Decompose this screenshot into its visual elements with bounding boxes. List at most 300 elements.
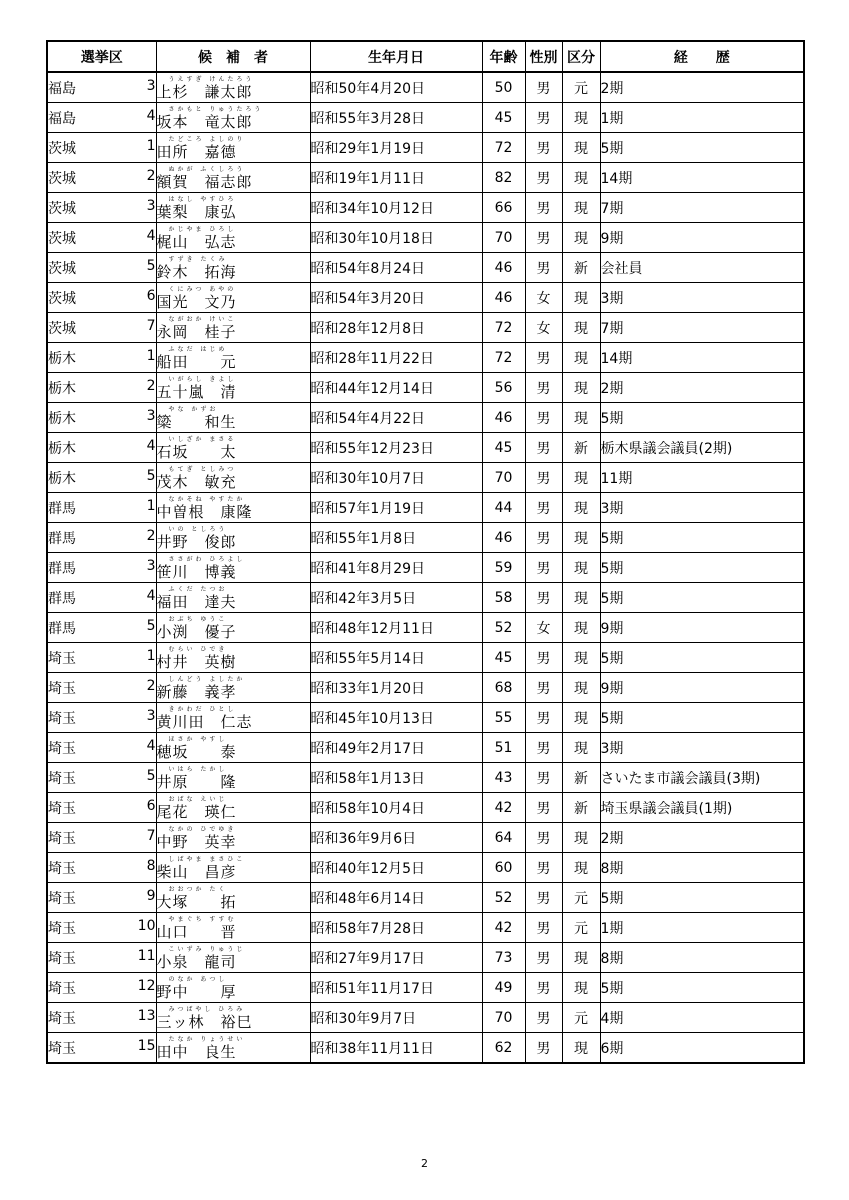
career: さいたま市議会議員(3期)	[600, 763, 804, 793]
birthdate: 昭和55年5月14日	[310, 643, 482, 673]
prefecture: 埼玉	[48, 680, 76, 697]
table-row	[47, 223, 804, 253]
status: 元	[562, 913, 600, 943]
candidate-name: 鈴木 拓海	[156, 263, 237, 281]
candidate-name: 井原 隆	[156, 773, 237, 791]
sex: 男	[525, 673, 562, 703]
district-number: 1	[146, 137, 156, 154]
prefecture: 福島	[48, 80, 76, 97]
career: 1期	[600, 103, 804, 133]
birthdate: 昭和28年12月8日	[310, 313, 482, 343]
career: 埼玉県議会議員(1期)	[600, 793, 804, 823]
table-row	[47, 133, 804, 163]
candidate-name: 茂木 敏充	[156, 473, 237, 491]
header-candidate: 候 補 者	[156, 41, 310, 72]
district-number: 7	[146, 317, 156, 334]
sex: 男	[525, 1033, 562, 1064]
birthdate: 昭和42年3月5日	[310, 583, 482, 613]
age: 52	[482, 883, 525, 913]
prefecture: 栃木	[48, 440, 76, 457]
prefecture: 群馬	[48, 560, 76, 577]
career: 5期	[600, 403, 804, 433]
candidate-name: 葉梨 康弘	[156, 203, 237, 221]
prefecture: 埼玉	[48, 980, 76, 997]
header-age: 年齢	[482, 41, 525, 72]
status: 現	[562, 133, 600, 163]
district-number: 4	[146, 587, 156, 604]
sex: 男	[525, 943, 562, 973]
district-cell	[47, 1033, 156, 1064]
district-cell	[47, 853, 156, 883]
candidate-cell	[156, 463, 310, 493]
district-number: 2	[146, 167, 156, 184]
prefecture: 茨城	[48, 200, 76, 217]
candidate-cell	[156, 583, 310, 613]
age: 72	[482, 313, 525, 343]
name-furigana: こいずみ りゅうじ	[168, 946, 246, 953]
district-cell	[47, 793, 156, 823]
birthdate: 昭和54年8月24日	[310, 253, 482, 283]
candidate-name: 三ッ林 裕巳	[156, 1013, 253, 1031]
candidate-cell	[156, 793, 310, 823]
candidate-name: 井野 俊郎	[156, 533, 237, 551]
career: 会社員	[600, 253, 804, 283]
birthdate: 昭和54年4月22日	[310, 403, 482, 433]
header-district: 選挙区	[47, 41, 156, 72]
career: 7期	[600, 193, 804, 223]
name-furigana: いしざか まさる	[168, 436, 237, 443]
table-row	[47, 373, 804, 403]
candidate-name: 山口 晋	[156, 923, 237, 941]
candidate-name: 黄川田 仁志	[156, 713, 253, 731]
status: 現	[562, 673, 600, 703]
prefecture: 栃木	[48, 380, 76, 397]
name-furigana: なかそね やすたか	[168, 496, 246, 503]
table-row	[47, 823, 804, 853]
prefecture: 埼玉	[48, 950, 76, 967]
status: 新	[562, 433, 600, 463]
name-furigana: さかもと りゅうたろう	[168, 106, 264, 113]
table-row	[47, 403, 804, 433]
name-furigana: たなか りょうせい	[168, 1036, 246, 1043]
career: 5期	[600, 133, 804, 163]
status: 現	[562, 523, 600, 553]
candidate-name: 梶山 弘志	[156, 233, 237, 251]
sex: 男	[525, 163, 562, 193]
age: 45	[482, 643, 525, 673]
status: 現	[562, 193, 600, 223]
candidate-name: 穂坂 泰	[156, 743, 237, 761]
sex: 男	[525, 343, 562, 373]
district-cell	[47, 343, 156, 373]
status: 現	[562, 343, 600, 373]
district-number: 13	[137, 1007, 156, 1024]
candidate-name: 田中 良生	[156, 1043, 237, 1061]
career: 5期	[600, 703, 804, 733]
page-number: 2	[421, 1157, 428, 1170]
name-furigana: たどころ よしのり	[168, 136, 246, 143]
district-cell	[47, 72, 156, 103]
district-number: 6	[146, 797, 156, 814]
table-row	[47, 253, 804, 283]
age: 50	[482, 72, 525, 103]
age: 46	[482, 523, 525, 553]
status: 新	[562, 253, 600, 283]
district-cell	[47, 253, 156, 283]
age: 66	[482, 193, 525, 223]
sex: 男	[525, 733, 562, 763]
age: 58	[482, 583, 525, 613]
age: 46	[482, 403, 525, 433]
table-header	[47, 41, 804, 72]
name-furigana: しんどう よしたか	[168, 676, 246, 683]
prefecture: 群馬	[48, 530, 76, 547]
table-row	[47, 193, 804, 223]
table-row	[47, 163, 804, 193]
candidate-name: 石坂 太	[156, 443, 237, 461]
name-furigana: しばやま まさひこ	[168, 856, 246, 863]
candidate-cell	[156, 523, 310, 553]
district-number: 15	[137, 1037, 156, 1054]
district-number: 2	[146, 527, 156, 544]
prefecture: 栃木	[48, 350, 76, 367]
district-number: 6	[146, 287, 156, 304]
status: 現	[562, 703, 600, 733]
prefecture: 群馬	[48, 500, 76, 517]
district-cell	[47, 403, 156, 433]
status: 現	[562, 853, 600, 883]
district-number: 4	[146, 107, 156, 124]
birthdate: 昭和41年8月29日	[310, 553, 482, 583]
prefecture: 茨城	[48, 140, 76, 157]
prefecture: 栃木	[48, 410, 76, 427]
header-sex: 性別	[525, 41, 562, 72]
district-number: 2	[146, 677, 156, 694]
district-cell	[47, 703, 156, 733]
career: 2期	[600, 72, 804, 103]
district-cell	[47, 163, 156, 193]
age: 55	[482, 703, 525, 733]
career: 8期	[600, 853, 804, 883]
candidate-name: 柴山 昌彦	[156, 863, 237, 881]
table-row	[47, 703, 804, 733]
birthdate: 昭和48年6月14日	[310, 883, 482, 913]
candidate-name: 五十嵐 清	[156, 383, 237, 401]
district-cell	[47, 883, 156, 913]
district-cell	[47, 913, 156, 943]
birthdate: 昭和55年3月28日	[310, 103, 482, 133]
birthdate: 昭和58年10月4日	[310, 793, 482, 823]
name-furigana: おおつか たく	[168, 886, 228, 893]
district-number: 5	[146, 617, 156, 634]
status: 現	[562, 463, 600, 493]
table-row	[47, 72, 804, 103]
birthdate: 昭和27年9月17日	[310, 943, 482, 973]
age: 82	[482, 163, 525, 193]
status: 現	[562, 1033, 600, 1064]
district-number: 12	[137, 977, 156, 994]
candidate-cell	[156, 823, 310, 853]
district-cell	[47, 823, 156, 853]
district-cell	[47, 523, 156, 553]
candidate-name: 福田 達夫	[156, 593, 237, 611]
district-number: 3	[146, 197, 156, 214]
sex: 男	[525, 973, 562, 1003]
table-row	[47, 853, 804, 883]
sex: 男	[525, 583, 562, 613]
district-cell	[47, 613, 156, 643]
candidate-name: 笹川 博義	[156, 563, 237, 581]
header-status: 区分	[562, 41, 600, 72]
prefecture: 埼玉	[48, 710, 76, 727]
sex: 男	[525, 823, 562, 853]
table-row	[47, 1003, 804, 1033]
district-number: 8	[146, 857, 156, 874]
career: 5期	[600, 883, 804, 913]
name-furigana: なかの ひでゆき	[168, 826, 237, 833]
career: 9期	[600, 613, 804, 643]
name-furigana: うえすぎ けんたろう	[168, 76, 255, 83]
candidate-name: 船田 元	[156, 353, 237, 371]
candidate-cell	[156, 1033, 310, 1064]
status: 現	[562, 973, 600, 1003]
table-row	[47, 103, 804, 133]
table-body	[47, 72, 804, 1063]
candidate-name: 尾花 瑛仁	[156, 803, 237, 821]
birthdate: 昭和50年4月20日	[310, 72, 482, 103]
career: 4期	[600, 1003, 804, 1033]
table-row	[47, 613, 804, 643]
district-number: 3	[146, 707, 156, 724]
age: 51	[482, 733, 525, 763]
birthdate: 昭和19年1月11日	[310, 163, 482, 193]
table-row	[47, 913, 804, 943]
status: 現	[562, 223, 600, 253]
name-furigana: かじやま ひろし	[168, 226, 237, 233]
career: 1期	[600, 913, 804, 943]
table-row	[47, 793, 804, 823]
candidate-cell	[156, 853, 310, 883]
birthdate: 昭和36年9月6日	[310, 823, 482, 853]
birthdate: 昭和34年10月12日	[310, 193, 482, 223]
birthdate: 昭和44年12月14日	[310, 373, 482, 403]
prefecture: 群馬	[48, 620, 76, 637]
district-number: 4	[146, 437, 156, 454]
age: 73	[482, 943, 525, 973]
candidate-cell	[156, 763, 310, 793]
age: 72	[482, 133, 525, 163]
district-number: 9	[146, 887, 156, 904]
sex: 男	[525, 793, 562, 823]
birthdate: 昭和57年1月19日	[310, 493, 482, 523]
district-cell	[47, 733, 156, 763]
birthdate: 昭和55年12月23日	[310, 433, 482, 463]
status: 現	[562, 163, 600, 193]
district-number: 3	[146, 557, 156, 574]
candidate-cell	[156, 703, 310, 733]
candidate-cell	[156, 103, 310, 133]
district-number: 1	[146, 497, 156, 514]
career: 5期	[600, 643, 804, 673]
sex: 男	[525, 72, 562, 103]
candidate-cell	[156, 493, 310, 523]
prefecture: 茨城	[48, 170, 76, 187]
career: 3期	[600, 493, 804, 523]
career: 3期	[600, 283, 804, 313]
candidate-cell	[156, 223, 310, 253]
name-furigana: ほさか やすし	[168, 736, 228, 743]
table-row	[47, 673, 804, 703]
sex: 女	[525, 613, 562, 643]
district-cell	[47, 583, 156, 613]
district-cell	[47, 103, 156, 133]
district-number: 4	[146, 227, 156, 244]
district-cell	[47, 313, 156, 343]
candidate-cell	[156, 553, 310, 583]
birthdate: 昭和29年1月19日	[310, 133, 482, 163]
district-number: 7	[146, 827, 156, 844]
candidate-cell	[156, 373, 310, 403]
district-cell	[47, 973, 156, 1003]
candidate-name: 村井 英樹	[156, 653, 237, 671]
candidate-name: 野中 厚	[156, 983, 237, 1001]
status: 現	[562, 283, 600, 313]
name-furigana: すずき たくみ	[168, 256, 228, 263]
career: 14期	[600, 343, 804, 373]
district-cell	[47, 373, 156, 403]
table-row	[47, 883, 804, 913]
prefecture: 埼玉	[48, 860, 76, 877]
sex: 男	[525, 403, 562, 433]
candidate-name: 上杉 謙太郎	[156, 83, 253, 101]
prefecture: 埼玉	[48, 770, 76, 787]
candidate-cell	[156, 673, 310, 703]
district-cell	[47, 553, 156, 583]
status: 現	[562, 103, 600, 133]
district-number: 1	[146, 647, 156, 664]
age: 43	[482, 763, 525, 793]
age: 60	[482, 853, 525, 883]
sex: 男	[525, 253, 562, 283]
table-row	[47, 643, 804, 673]
birthdate: 昭和51年11月17日	[310, 973, 482, 1003]
age: 70	[482, 463, 525, 493]
district-cell	[47, 223, 156, 253]
status: 元	[562, 1003, 600, 1033]
candidate-cell	[156, 253, 310, 283]
candidate-cell	[156, 343, 310, 373]
table-row	[47, 553, 804, 583]
sex: 男	[525, 1003, 562, 1033]
table-row	[47, 1033, 804, 1064]
name-furigana: ふくだ たつお	[168, 586, 228, 593]
sex: 男	[525, 523, 562, 553]
age: 68	[482, 673, 525, 703]
name-furigana: ながおか けいこ	[168, 316, 237, 323]
name-furigana: おぶち ゆうこ	[168, 616, 228, 623]
birthdate: 昭和30年10月7日	[310, 463, 482, 493]
candidate-cell	[156, 403, 310, 433]
candidate-cell	[156, 313, 310, 343]
birthdate: 昭和28年11月22日	[310, 343, 482, 373]
age: 46	[482, 283, 525, 313]
name-furigana: いの としろう	[168, 526, 228, 533]
district-number: 4	[146, 737, 156, 754]
career: 11期	[600, 463, 804, 493]
district-number: 11	[137, 947, 156, 964]
sex: 男	[525, 853, 562, 883]
status: 現	[562, 493, 600, 523]
career: 5期	[600, 553, 804, 583]
header-career: 経 歴	[600, 41, 804, 72]
candidate-name: 小渕 優子	[156, 623, 237, 641]
birthdate: 昭和45年10月13日	[310, 703, 482, 733]
career: 3期	[600, 733, 804, 763]
prefecture: 埼玉	[48, 890, 76, 907]
sex: 男	[525, 913, 562, 943]
prefecture: 埼玉	[48, 800, 76, 817]
prefecture: 群馬	[48, 590, 76, 607]
birthdate: 昭和40年12月5日	[310, 853, 482, 883]
status: 現	[562, 733, 600, 763]
career: 栃木県議会議員(2期)	[600, 433, 804, 463]
name-furigana: ささがわ ひろよし	[168, 556, 246, 563]
birthdate: 昭和49年2月17日	[310, 733, 482, 763]
candidate-table	[46, 40, 805, 1064]
name-furigana: やまぐち すすむ	[168, 916, 237, 923]
candidate-cell	[156, 72, 310, 103]
district-number: 1	[146, 347, 156, 364]
candidate-name: 中曽根 康隆	[156, 503, 253, 521]
candidate-cell	[156, 433, 310, 463]
birthdate: 昭和30年10月18日	[310, 223, 482, 253]
district-cell	[47, 673, 156, 703]
name-furigana: みつばやし ひろみ	[168, 1006, 246, 1013]
birthdate: 昭和55年1月8日	[310, 523, 482, 553]
name-furigana: もてぎ としみつ	[168, 466, 237, 473]
age: 46	[482, 253, 525, 283]
sex: 男	[525, 193, 562, 223]
career: 9期	[600, 223, 804, 253]
district-cell	[47, 943, 156, 973]
sex: 男	[525, 103, 562, 133]
district-cell	[47, 193, 156, 223]
name-furigana: ぬかが ふくしろう	[168, 166, 246, 173]
career: 14期	[600, 163, 804, 193]
sex: 男	[525, 493, 562, 523]
name-furigana: のなか あつし	[168, 976, 228, 983]
age: 45	[482, 103, 525, 133]
age: 64	[482, 823, 525, 853]
candidate-cell	[156, 613, 310, 643]
age: 42	[482, 913, 525, 943]
name-furigana: いはら たかし	[168, 766, 228, 773]
prefecture: 福島	[48, 110, 76, 127]
sex: 男	[525, 433, 562, 463]
name-furigana: はなし やすひろ	[168, 196, 237, 203]
candidate-cell	[156, 283, 310, 313]
sex: 男	[525, 553, 562, 583]
sex: 男	[525, 643, 562, 673]
birthdate: 昭和38年11月11日	[310, 1033, 482, 1064]
status: 新	[562, 763, 600, 793]
table-row	[47, 343, 804, 373]
district-number: 2	[146, 377, 156, 394]
candidate-cell	[156, 943, 310, 973]
district-cell	[47, 763, 156, 793]
table-row	[47, 463, 804, 493]
sex: 男	[525, 763, 562, 793]
